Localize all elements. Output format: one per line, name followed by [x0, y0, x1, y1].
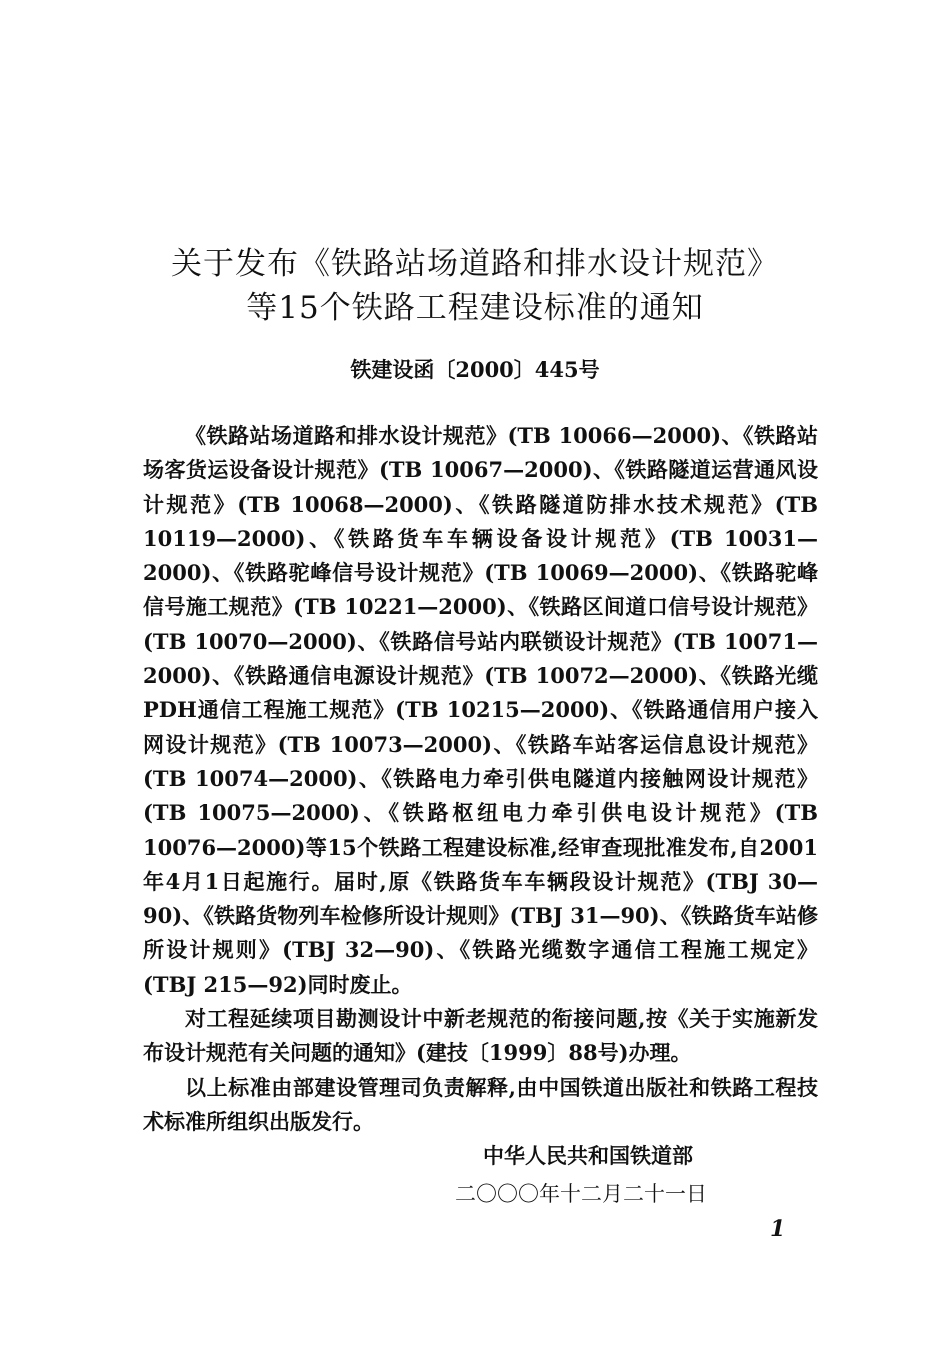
notice-body [143, 419, 818, 1139]
paragraph-interpretation: 以上标准由部建设管理司负责解释,由中国铁道出版社和铁路工程技术标准所组织出版发行。 [143, 1074, 818, 1134]
document-number: 铁建设函〔2000〕445号 [350, 357, 600, 382]
signature-organization: 中华人民共和国铁道部 [483, 1143, 693, 1168]
page-number: 1 [770, 1216, 786, 1242]
paragraph-standards-list: 《铁路站场道路和排水设计规范》(TB 10066—2000)、《铁路站场客货运设备设计规范》(TB 10067—2000)、《铁路隧道运营通风设计规范》(TB 10068—2000)、《铁路隧道防排水技术规范》(TB 10119—2000)、《铁路货车车辆设备设计规范》(TB 10031—2000)、《铁路驼峰信号设计规范》(TB 10069—2000)、《铁路驼峰信号施工规范》(TB 10221—2000)、《铁路区间道口信号设计规范》(TB 10070—2000)、《铁路信号站内联锁设计规范》(TB 10071—2000)、《铁路通信电源设计规范》(TB 10072—2000)、《铁路光缆PDH通信工程施工规范》(TB 10215—2000)、《铁路通信用户接入网设计规范》(TB 10073—2000)、《铁路车站客运信息设计规范》(TB 10074—2000)、《铁路电力牵引供电隧道内接触网设计规范》(TB 10075—2000)、《铁路枢纽电力牵引供电设计规范》(TB 10076—2000)等15个铁路工程建设标准,经审查现批准发布,自2001年4月1日起施行。届时,原《铁路货车车辆段设计规范》(TBJ 30—90)、《铁路货物列车检修所设计规则》(TBJ 31—90)、《铁路货车站修所设计规则》(TBJ 32—90)、《铁路光缆数字通信工程施工规定》(TBJ 215—92)同时废止。 [143, 423, 818, 997]
signature-date: 二〇〇〇年十二月二十一日 [455, 1182, 707, 1206]
notice-title-line-2: 等15个铁路工程建设标准的通知 [246, 290, 704, 326]
paragraph-transition: 对工程延续项目勘测设计中新老规范的衔接问题,按《关于实施新发布设计规范有关问题的通知》(建技〔1999〕88号)办理。 [143, 1006, 818, 1066]
notice-title-line-1: 关于发布《铁路站场道路和排水设计规范》 [171, 246, 779, 282]
